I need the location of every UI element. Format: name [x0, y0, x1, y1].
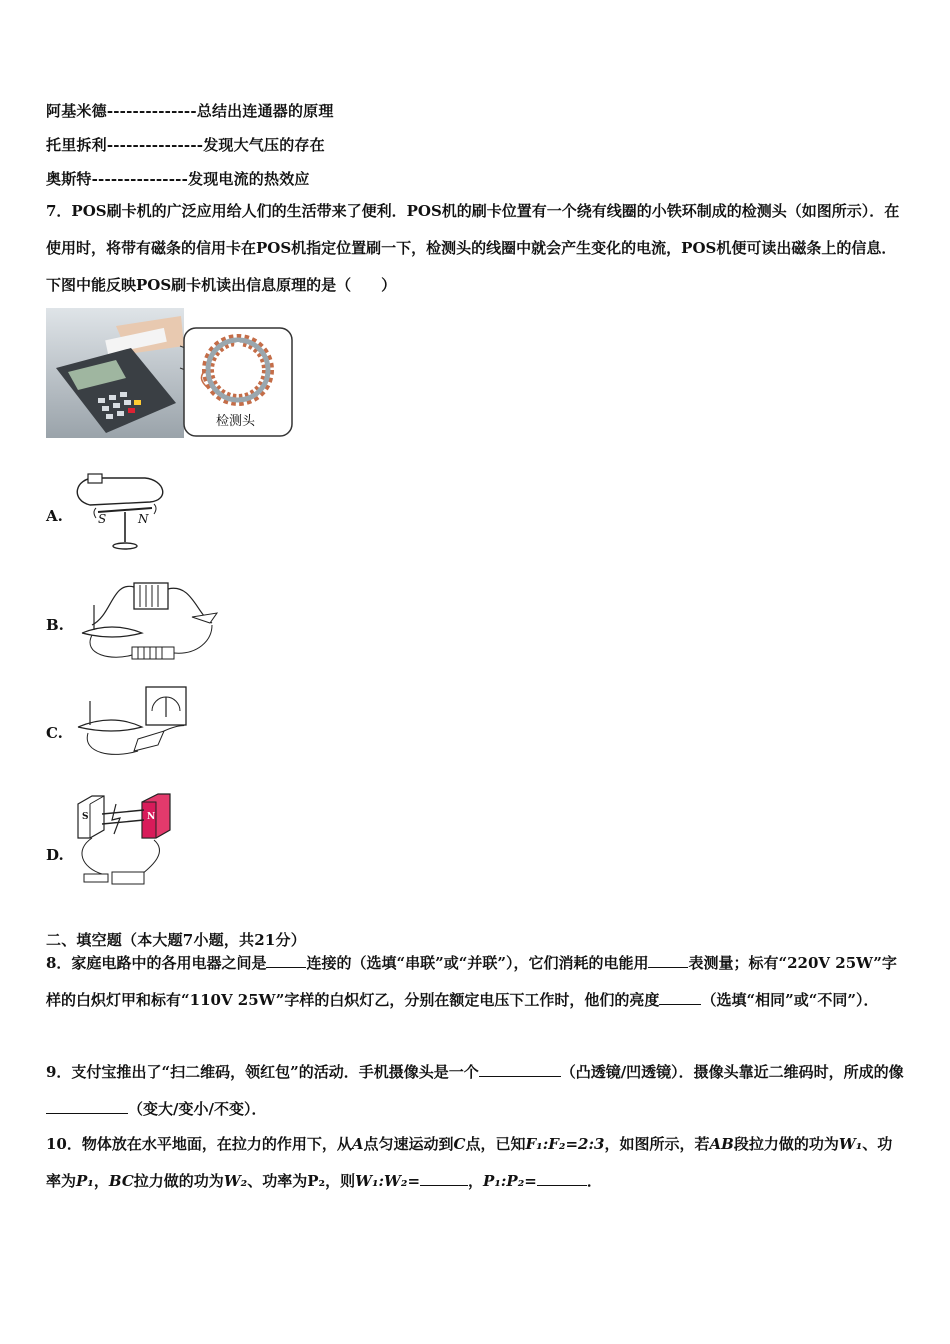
work-w1: W₁: [838, 1135, 863, 1153]
q10-text-1: 10．物体放在水平地面，在拉力的作用下，从: [46, 1135, 352, 1153]
scientist-line-1: [46, 100, 334, 121]
q8-text-4: （选填“相同”或“不同”）．: [701, 991, 879, 1009]
segment-ab: AB: [709, 1135, 734, 1153]
scientist-name: 奥斯特: [46, 170, 92, 188]
power-ratio: P₁:P₂=: [483, 1172, 537, 1190]
q8-text-3: 表测量；标有“220V 25W”字样的白炽灯甲和标有“110V 25W”字样的白炽灯乙，分别在额定电压下工作时，他们的亮度: [46, 954, 897, 1009]
pos-machine-figure: [46, 308, 296, 440]
dash-line: ---------------: [91, 170, 188, 188]
scientist-name: 阿基米德: [46, 102, 107, 120]
figure-label-detector: 检测头: [216, 414, 256, 429]
q10-blank-1[interactable]: [420, 1170, 468, 1186]
option-b-label[interactable]: B.: [46, 616, 64, 634]
point-c: C: [453, 1135, 466, 1153]
force-ratio: F₁:F₂=2:3: [525, 1135, 605, 1153]
option-a-figure: [70, 470, 170, 555]
dash-line: --------------: [106, 102, 197, 120]
q10-text-8: 拉力做的功为: [133, 1172, 224, 1190]
scientist-achievement: 总结出连通器的原理: [196, 102, 334, 120]
q10-blank-2[interactable]: [537, 1170, 587, 1186]
question-9: [46, 1054, 904, 1128]
scientist-achievement: 发现电流的热效应: [188, 170, 310, 188]
q10-text-6: 、功率为: [46, 1135, 893, 1190]
point-a: A: [351, 1135, 364, 1153]
option-c-figure: [72, 683, 194, 767]
scientist-line-2: [46, 134, 325, 155]
q10-text-11: ．: [586, 1172, 602, 1190]
question-10: [46, 1126, 904, 1200]
magnet-n-label-d: N: [147, 812, 156, 822]
option-a-label[interactable]: A.: [46, 507, 63, 525]
work-ratio: W₁:W₂=: [355, 1172, 421, 1190]
q9-text-2: （凸透镜/凹透镜）．摄像头靠近二维码时，所成的像: [560, 1063, 904, 1081]
q9-text-3: （变大/变小/不变）．: [128, 1100, 267, 1118]
option-b-figure: [72, 575, 222, 667]
magnet-s-label-d: S: [82, 812, 89, 822]
q10-text-10: ，: [468, 1172, 484, 1190]
q9-blank-2[interactable]: [46, 1098, 128, 1114]
magnet-s-label: S: [98, 512, 107, 526]
q9-blank-1[interactable]: [479, 1061, 561, 1077]
q8-blank-2[interactable]: [648, 952, 688, 968]
work-w2: W₂: [223, 1172, 248, 1190]
question-8: [46, 945, 904, 1019]
q8-blank-3[interactable]: [659, 989, 701, 1005]
q10-text-4: ，如图所示，若: [604, 1135, 710, 1153]
power-p1: P₁: [76, 1172, 94, 1190]
q10-text-9: 、功率为P₂，则: [247, 1172, 356, 1190]
q10-text-7: ，: [93, 1172, 109, 1190]
section-2-title: 二、填空题（本大题7小题，共21分）: [46, 931, 306, 949]
q8-text-1: 8．家庭电路中的各用电器之间是: [46, 954, 267, 972]
scientist-name: 托里拆利: [46, 136, 107, 154]
scientist-achievement: 发现大气压的存在: [203, 136, 325, 154]
dash-line: ---------------: [106, 136, 204, 154]
option-d-label[interactable]: D.: [46, 846, 64, 864]
q8-blank-1[interactable]: [266, 952, 306, 968]
q8-text-2: 连接的（选填“串联”或“并联”），它们消耗的电能用: [306, 954, 649, 972]
q10-text-3: 点，已知: [465, 1135, 526, 1153]
q9-text-1: 9．支付宝推出了“扫二维码，领红包”的活动．手机摄像头是一个: [46, 1063, 479, 1081]
scientist-line-3: [46, 168, 310, 189]
segment-bc: BC: [108, 1172, 134, 1190]
q10-text-2: 点匀速运动到: [363, 1135, 454, 1153]
option-c-label[interactable]: C.: [46, 724, 63, 742]
question-7-text: 7．POS刷卡机的广泛应用给人们的生活带来了便利．POS机的刷卡位置有一个绕有线圈的小铁环制成的检测头（如图所示）．在使用时，将带有磁条的信用卡在POS机指定位置刷一下，检测头的线圈中就会产生变化的电流，POS机便可读出磁条上的信息．下图中能反映POS刷卡机读出信息原理的是（ ）: [46, 202, 900, 294]
q10-text-5: 段拉力做的功为: [733, 1135, 839, 1153]
magnet-n-label: N: [138, 512, 149, 526]
option-d-figure: [72, 790, 180, 890]
